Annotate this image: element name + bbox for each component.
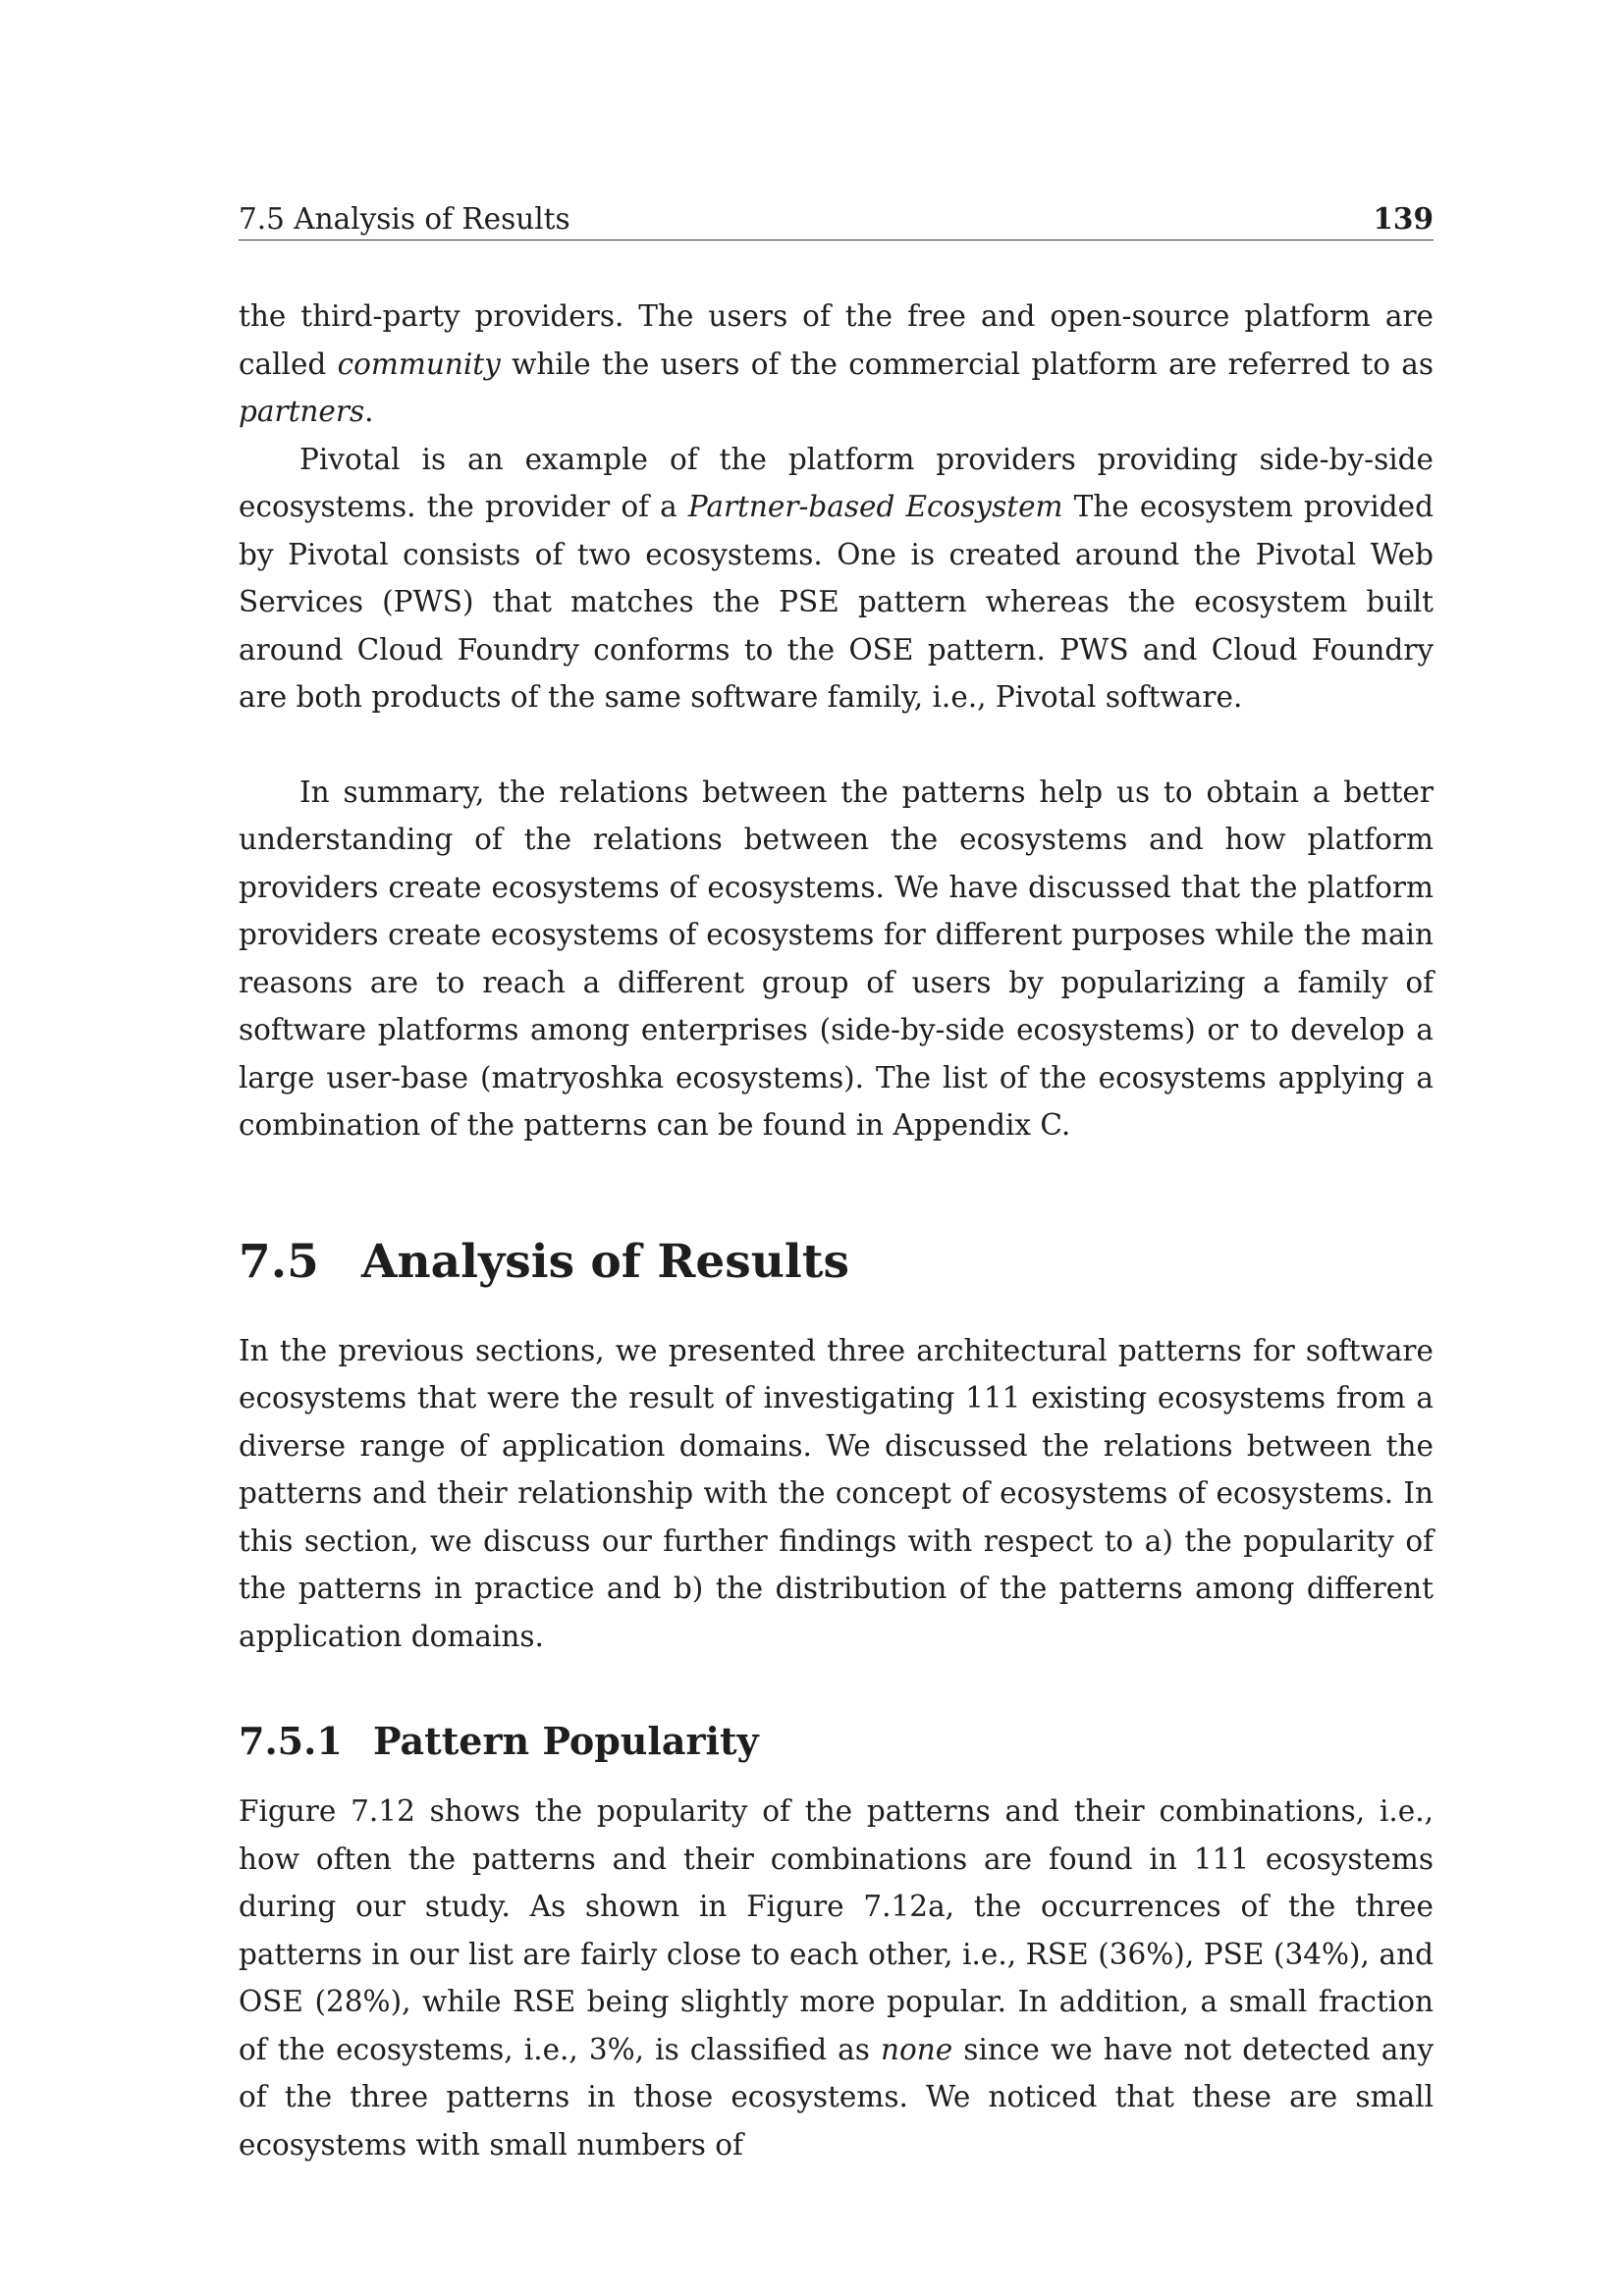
subsection-number: 7.5.1: [239, 1719, 343, 1763]
subsection-heading: [239, 1717, 1434, 1766]
paragraph-continued: [239, 293, 1434, 436]
section-number: 7.5: [239, 1234, 319, 1289]
paragraph-text: The ecosystem provided by Pivotal consists of two ecosystems. One is created around the Pivotal Web Services (PWS) that matches the PSE pattern whereas the ecosystem built around Cloud Foundry conforms to the OSE pattern. PWS and Cloud Foundry are both products of the same software family, i.e., Pivotal software.: [239, 490, 1434, 714]
header-section-ref: 7.5 Analysis of Results: [239, 202, 570, 236]
emphasis-partners: partners: [239, 395, 365, 428]
paragraph-summary: In summary, the relations between the patterns help us to obtain a better understanding of the relations between the ecosystems and how platform providers create ecosystems of ecosystems. We have discussed that the platform providers create ecosystems of ecosystems for different purposes while the main reasons are to reach a different group of users by popularizing a family of software platforms among enterprises (side-by-side ecosystems) or to develop a large user-base (matryoshka ecosystems). The list of the ecosystems applying a combination of the patterns can be found in Appendix C.: [239, 774, 1434, 1142]
emphasis-community: community: [337, 347, 501, 381]
paragraph-text: Figure 7.12 shows the popularity of the patterns and their combinations, i.e., how often the patterns and their combinations are found in 111 ecosystems during our study. As shown in Figure 7.12a, the occurrences of the three patterns in our list are fairly close to each other, i.e., RSE (36%), PSE (34%), and OSE (28%), while RSE being slightly more popular. In addition, a small fraction of the ecosystems, i.e., 3%, is classified as: [239, 1794, 1434, 2066]
body-text: [239, 293, 1434, 2168]
paragraph-text: while the users of the commercial platform are referred to as: [500, 347, 1435, 381]
emphasis-partner-based-ecosystem: Partner-based Ecosystem: [687, 490, 1063, 523]
page: [239, 0, 1434, 2296]
running-header: [239, 198, 1434, 240]
paragraph-text: the third-party providers. The users of the free and open-source platform are called: [239, 299, 1434, 381]
paragraph-text: .: [364, 395, 374, 428]
paragraph-pivotal: [239, 436, 1434, 721]
paragraph-text: since we have not detected any of the three patterns in those ecosystems. We noticed that these are small ecosystems with small numbers of: [239, 2032, 1434, 2162]
section-heading: [239, 1233, 1434, 1292]
section-title: Analysis of Results: [361, 1234, 849, 1289]
emphasis-none: none: [881, 2032, 953, 2066]
subsection-title: Pattern Popularity: [373, 1719, 759, 1763]
paragraph-pattern-popularity: [239, 1788, 1434, 2168]
page-number: 139: [1373, 201, 1434, 236]
paragraph-text: Pivotal is an example of the platform providers providing side-by-side ecosystems. the provider of a: [239, 442, 1434, 523]
paragraph-analysis-intro: In the previous sections, we presented three architectural patterns for software ecosystems that were the result of investigating 111 existing ecosystems from a diverse range of application domains. We discussed the relations between the patterns and their relationship with the concept of ecosystems of ecosystems. In this section, we discuss our further findings with respect to a) the popularity of the patterns in practice and b) the distribution of the patterns among different application domains.: [239, 1333, 1434, 1653]
